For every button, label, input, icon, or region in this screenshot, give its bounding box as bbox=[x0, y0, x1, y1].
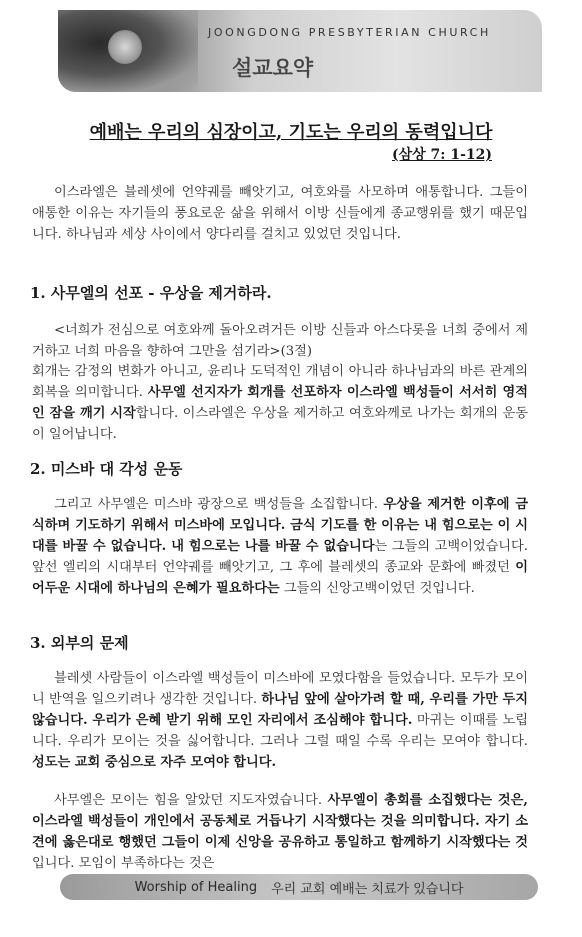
header-banner bbox=[58, 10, 542, 92]
section-2-paragraph: 그리고 사무엘은 미스바 광장으로 백성들을 소집합니다. 우상을 제거한 이후에 금식하며 기도하기 위해서 미스바에 모입니다. 금식 기도를 한 이유는 내 힘으로는 이 시대를 바꿀 수 없습니다. 내 힘으로는 나를 바꿀 수 없습니다는 그들의 고백이었습니다. 앞선 엘리의 시대부터 언약궤를 빼앗기고, 그 후에 블레셋의 종교와 문화에 빠졌던 이 어두운 시대에 하나님의 은혜가 필요하다는 그들의 신앙고백이었던 것입니다. bbox=[32, 497, 529, 596]
section-3-paragraph-2: 사무엘은 모이는 힘을 알았던 지도자였습니다. 사무엘이 총회를 소집했다는 것은, 이스라엘 백성들이 개인에서 공동체로 거듭나기 시작했다는 것을 의미합니다. 자기 소견에 옳은대로 행했던 그들이 이제 신앙을 공유하고 통일하고 함께하기 시작했다는 것입니다. 모임이 부족하다는 것은 bbox=[32, 793, 528, 871]
banner-subtitle: 설교요약 bbox=[232, 56, 314, 80]
footer-banner bbox=[60, 874, 538, 900]
footer-right-text: 우리 교회 예배는 치료가 있습니다 bbox=[271, 881, 464, 897]
praying-hands-image bbox=[108, 30, 142, 64]
section-1-quote: <너희가 전심으로 여호와께 돌아오려거든 이방 신들과 아스다롯을 너희 중에서 제거하고 너희 마음을 향하여 그만을 섬기라>(3절) bbox=[32, 323, 528, 359]
scripture-reference: (삼상 7: 1-12) bbox=[392, 147, 492, 163]
section-3-heading: 3. 외부의 문제 bbox=[30, 634, 129, 652]
section-3-paragraph: 블레셋 사람들이 이스라엘 백성들이 미스바에 모였다함을 들었습니다. 모두가 모이니 반역을 일으키려나 생각한 것입니다. 하나님 앞에 살아가려 할 때, 우리를 가만 두지 않습니다. 우리가 은혜 받기 위해 모인 자리에서 조심해야 합니다. 마귀는 이때를 노립니다. 우리가 모이는 것을 싫어합니다. 그러나 그럴 때일 수록 우리는 모여야 합니다. 성도는 교회 중심으로 자주 모여야 합니다. bbox=[32, 671, 528, 770]
church-name: JOONGDONG PRESBYTERIAN CHURCH bbox=[208, 26, 491, 39]
sermon-title: 예배는 우리의 심장이고, 기도는 우리의 동력입니다 bbox=[89, 122, 493, 143]
intro-paragraph: 이스라엘은 블레셋에 언약궤를 빼앗기고, 여호와를 사모하며 애통합니다. 그들이 애통한 이유는 자기들의 풍요로운 삶을 위해서 이방 신들에게 종교행위를 했기 때문입니다. 하나님과 세상 사이에서 양다리를 걸치고 있었던 것입니다. bbox=[32, 185, 528, 242]
section-1-heading: 1. 사무엘의 선포 - 우상을 제거하라. bbox=[30, 284, 272, 302]
footer-left-text: Worship of Healing bbox=[134, 879, 258, 895]
section-1-paragraph: 회개는 감정의 변화가 아니고, 윤리나 도덕적인 개념이 아니라 하나님과의 바른 관계의 회복을 의미합니다. 사무엘 선지자가 회개를 선포하자 이스라엘 백성들이 서서히 영적인 잠을 깨기 시작합니다. 이스라엘은 우상을 제거하고 여호와께로 나가는 회개의 운동이 일어납니다. bbox=[32, 364, 529, 442]
section-2-heading: 2. 미스바 대 각성 운동 bbox=[30, 460, 183, 478]
